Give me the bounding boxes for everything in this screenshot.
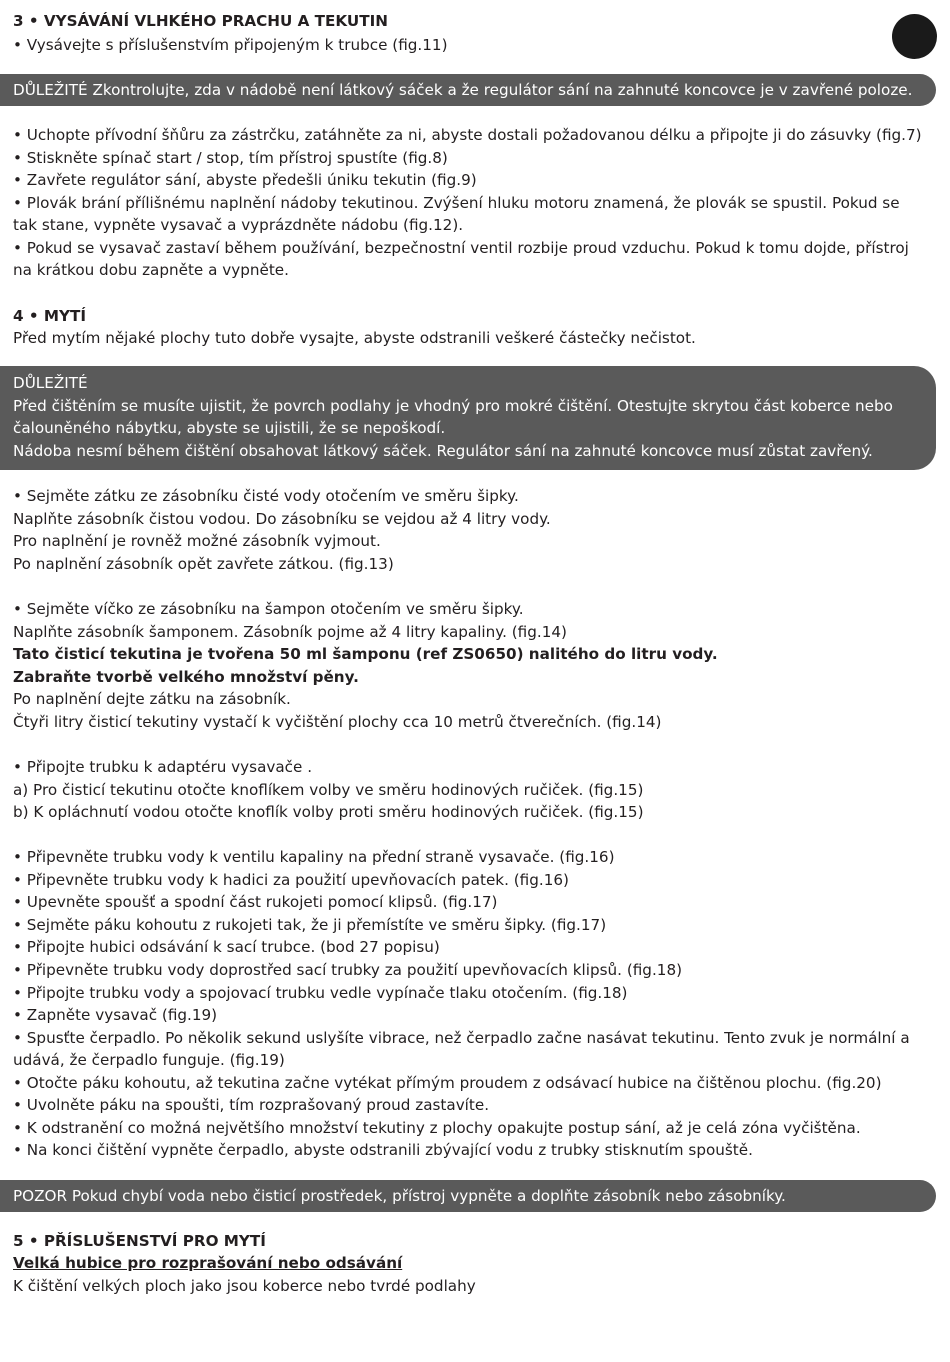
text-line: • Na konci čištění vypněte čerpadlo, abyste odstranili zbývající vodu z trubky stisknutím spouště.	[13, 1141, 753, 1159]
text-line: • Plovák brání přílišnému naplnění nádoby tekutinou. Zvýšení hluku motoru znamená, že plovák se spustil. Pokud se	[13, 194, 900, 212]
text-line: • Stiskněte spínač start / stop, tím přístroj spustíte (fig.8)	[13, 149, 448, 167]
section-5-text: K čištění velkých ploch jako jsou koberce nebo tvrdé podlahy	[13, 1277, 476, 1295]
text-line: • Připojte trubku k adaptéru vysavače .	[13, 758, 313, 776]
text-line: a) Pro čisticí tekutinu otočte knoflíkem volby ve směru hodinových ručiček. (fig.15)	[13, 781, 644, 799]
section-4-heading: 4 • MYTÍ	[13, 307, 86, 325]
section-3-heading: 3 • VYSÁVÁNÍ VLHKÉHO PRACHU A TEKUTIN	[13, 12, 388, 30]
warning-box	[0, 1180, 936, 1212]
text-line: • Připojte hubici odsávání k sací trubce. (bod 27 popisu)	[13, 938, 440, 956]
section-5-heading: 5 • PŘÍSLUŠENSTVÍ PRO MYTÍ	[13, 1232, 266, 1250]
text-line: • Sejměte zátku ze zásobníku čisté vody otočením ve směru šipky.	[13, 487, 519, 505]
warning-text: POZOR Pokud chybí voda nebo čisticí prostředek, přístroj vypněte a doplňte zásobník nebo zásobníky.	[13, 1187, 786, 1205]
important-text: Před čištěním se musíte ujistit, že povrch podlahy je vhodný pro mokré čištění. Otestujte skrytou část koberce nebo	[13, 397, 893, 415]
important-text: Nádoba nesmí během čištění obsahovat látkový sáček. Regulátor sání na zahnuté koncovce musí zůstat zavřený.	[13, 442, 873, 460]
text-line: • Uvolněte páku na spoušti, tím rozprašovaný proud zastavíte.	[13, 1096, 490, 1114]
text-line: • Připevněte trubku vody k ventilu kapaliny na přední straně vysavače. (fig.16)	[13, 848, 615, 866]
bold-note: Tato čisticí tekutina je tvořena 50 ml šamponu (ref ZS0650) nalitého do litru vody.	[13, 645, 718, 663]
text-line: • Zavřete regulátor sání, abyste předešli úniku tekutin (fig.9)	[13, 171, 477, 189]
section-4-intro: Před mytím nějaké plochy tuto dobře vysajte, abyste odstranili veškeré částečky nečistot.	[13, 329, 696, 347]
text-line: • Pokud se vysavač zastaví během používání, bezpečnostní ventil rozbije proud vzduchu. Pokud k tomu dojde, přístroj	[13, 239, 909, 257]
text-line: • Sejměte víčko ze zásobníku na šampon otočením ve směru šipky.	[13, 600, 524, 618]
text-line: • Uchopte přívodní šňůru za zástrčku, zatáhněte za ni, abyste dostali požadovanou délku a připojte ji do zásuvky (fig.7)	[13, 126, 922, 144]
text-line: • Připojte trubku vody a spojovací trubku vedle vypínače tlaku otočením. (fig.18)	[13, 984, 628, 1002]
text-line: • Upevněte spoušť a spodní část rukojeti pomocí klipsů. (fig.17)	[13, 893, 498, 911]
page-marker-dot	[892, 14, 937, 59]
text-line: b) K opláchnutí vodou otočte knoflík volby proti směru hodinových ručiček. (fig.15)	[13, 803, 644, 821]
important-box-1	[0, 74, 936, 106]
text-line: • K odstranění co možná největšího množství tekutiny z plochy opakujte postup sání, až je celá zóna vyčištěna.	[13, 1119, 861, 1137]
text-line: • Sejměte páku kohoutu z rukojeti tak, že ji přemístíte ve směru šipky. (fig.17)	[13, 916, 607, 934]
section-5-subheading: Velká hubice pro rozprašování nebo odsávání	[13, 1254, 403, 1272]
text-line: Pro naplnění je rovněž možné zásobník vyjmout.	[13, 532, 381, 550]
text-line: • Spusťte čerpadlo. Po několik sekund uslyšíte vibrace, než čerpadlo začne nasávat tekutinu. Tento zvuk je normální a	[13, 1029, 910, 1047]
important-text-1: DŮLEŽITÉ Zkontrolujte, zda v nádobě není látkový sáček a že regulátor sání na zahnuté koncovce je v zavřené poloze.	[13, 81, 913, 99]
text-line: Po naplnění zásobník opět zavřete zátkou. (fig.13)	[13, 555, 394, 573]
important-label: DŮLEŽITÉ	[13, 374, 88, 392]
text-line: tak stane, vypněte vysavač a vyprázdněte nádobu (fig.12).	[13, 216, 464, 234]
text-line: • Připevněte trubku vody doprostřed sací trubky za použití upevňovacích klipsů. (fig.18)	[13, 961, 683, 979]
bold-note: Zabraňte tvorbě velkého množství pěny.	[13, 668, 359, 686]
text-line: • Připevněte trubku vody k hadici za použití upevňovacích patek. (fig.16)	[13, 871, 569, 889]
important-box-2	[0, 366, 936, 470]
section-3-intro: • Vysávejte s příslušenstvím připojeným k trubce (fig.11)	[13, 36, 448, 54]
text-line: Naplňte zásobník šamponem. Zásobník pojme až 4 litry kapaliny. (fig.14)	[13, 623, 567, 641]
text-line: • Otočte páku kohoutu, až tekutina začne vytékat přímým proudem z odsávací hubice na čištěnou plochu. (fig.20)	[13, 1074, 882, 1092]
text-line: • Zapněte vysavač (fig.19)	[13, 1006, 218, 1024]
text-line: Čtyři litry čisticí tekutiny vystačí k vyčištění plochy cca 10 metrů čtverečních. (fig.14)	[13, 713, 662, 731]
text-line: udává, že čerpadlo funguje. (fig.19)	[13, 1051, 285, 1069]
text-line: Po naplnění dejte zátku na zásobník.	[13, 690, 291, 708]
important-text: čalouněného nábytku, abyste se ujistili, že se nepoškodí.	[13, 419, 446, 437]
text-line: Naplňte zásobník čistou vodou. Do zásobníku se vejdou až 4 litry vody.	[13, 510, 551, 528]
text-line: na krátkou dobu zapněte a vypněte.	[13, 261, 289, 279]
